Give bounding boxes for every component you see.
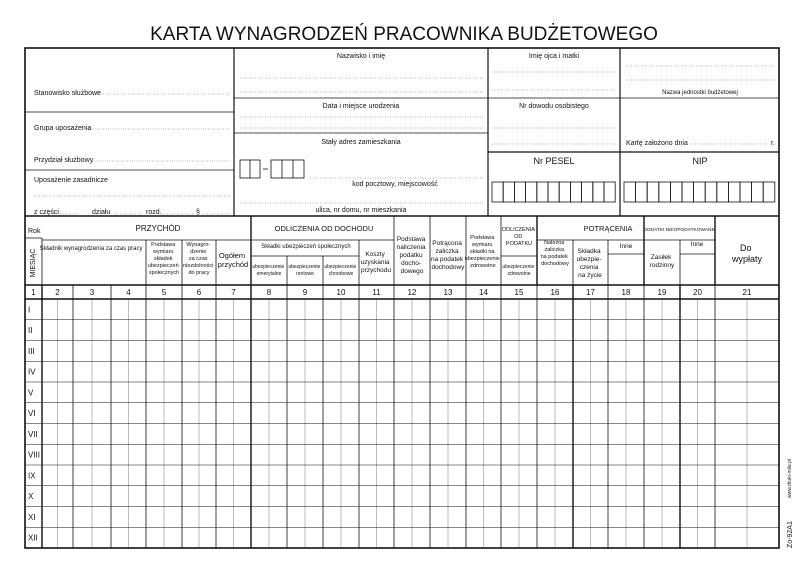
label-przydzial: Przydział służbowy bbox=[34, 157, 94, 164]
month-label: IX bbox=[28, 471, 36, 481]
label-adres: Stały adres zamieszkania bbox=[321, 139, 401, 146]
label-ogolem-przychod: Ogółem przychód bbox=[217, 251, 249, 269]
label-odliczenia: ODLICZENIA OD DOCHODU bbox=[274, 224, 374, 233]
label-zdrowotne: ubezpieczenie zdrowotne bbox=[502, 264, 535, 277]
label-potracona-zaliczka: Potrącona zaliczka na podatek dochodowy bbox=[431, 240, 465, 271]
nip-digit-box[interactable] bbox=[705, 182, 717, 202]
column-number: 16 bbox=[550, 288, 560, 297]
column-number: 14 bbox=[479, 288, 488, 297]
pesel-digit-box[interactable] bbox=[492, 182, 503, 202]
nip-digit-box[interactable] bbox=[647, 182, 659, 202]
label-emerytalne: ubezpieczenie emerytalne bbox=[252, 264, 285, 277]
header-labels bbox=[34, 53, 775, 216]
pesel-digit-box[interactable] bbox=[514, 182, 525, 202]
label-karta-zalozono: Kartę założono dnia bbox=[626, 140, 688, 147]
label-do-wyplaty: Do wypłaty bbox=[731, 243, 763, 264]
label-nip: NIP bbox=[692, 156, 708, 166]
side-code: Zo-92A1 bbox=[787, 521, 794, 548]
label-wynagrodzenie-niezdolnosc: Wynagro- dzenie za czas niezdolności do pracy bbox=[183, 242, 214, 276]
label-stanowisko: Stanowisko służbowe bbox=[34, 90, 101, 97]
label-jednostka: Nazwa jednostki budżetowej bbox=[662, 90, 738, 96]
column-number: 20 bbox=[693, 288, 702, 297]
label-inne-potracenia: Inne bbox=[619, 243, 633, 250]
nip-digit-box[interactable] bbox=[752, 182, 764, 202]
pesel-digit-box[interactable] bbox=[559, 182, 570, 202]
month-label: VI bbox=[28, 409, 36, 419]
label-rok: Rok bbox=[28, 228, 41, 235]
column-number: 21 bbox=[742, 288, 752, 297]
month-label: X bbox=[28, 492, 34, 502]
nip-digit-box[interactable] bbox=[740, 182, 752, 202]
column-number: 4 bbox=[126, 288, 131, 297]
label-nazwisko: Nazwisko i imię bbox=[336, 53, 386, 60]
label-miesiac: MIESIĄC bbox=[30, 248, 37, 278]
label-rentowe: ubezpieczenie rentowe bbox=[288, 264, 321, 277]
label-przychod: PRZYCHÓD bbox=[135, 224, 181, 233]
label-nalezna-zaliczka: Należna zaliczka na podatek dochodowy bbox=[540, 240, 569, 267]
month-label: V bbox=[28, 388, 34, 398]
table-header-labels bbox=[28, 224, 763, 279]
form-title: KARTA WYNAGRODZEŃ PRACOWNIKA BUDŻETOWEGO bbox=[150, 24, 658, 45]
column-number: 9 bbox=[302, 288, 308, 297]
label-inne-dodatki: Inne bbox=[690, 241, 704, 248]
column-number: 10 bbox=[336, 288, 346, 297]
column-number: 19 bbox=[657, 288, 667, 297]
pesel-digit-box[interactable] bbox=[570, 182, 581, 202]
column-number: 15 bbox=[514, 288, 524, 297]
pesel-digit-box[interactable] bbox=[537, 182, 548, 202]
column-number: 6 bbox=[196, 288, 202, 297]
label-pesel: Nr PESEL bbox=[533, 156, 575, 166]
nip-digit-box[interactable] bbox=[763, 182, 775, 202]
nip-digit-box[interactable] bbox=[682, 182, 694, 202]
month-labels bbox=[28, 305, 40, 542]
label-paragraf: § bbox=[196, 209, 200, 216]
label-z-czesci: z części bbox=[34, 209, 59, 216]
month-label: II bbox=[28, 326, 33, 336]
label-data-urodzenia: Data i miejsce urodzenia bbox=[322, 103, 400, 110]
label-odliczenia-od-podatku: ODLICZENIA OD PODATKU bbox=[501, 227, 535, 247]
label-nr-dowodu: Nr dowodu osobistego bbox=[519, 103, 589, 110]
column-number: 12 bbox=[407, 288, 417, 297]
nip-boxes bbox=[624, 182, 775, 202]
nip-digit-box[interactable] bbox=[624, 182, 636, 202]
column-number: 2 bbox=[55, 288, 60, 297]
month-label: I bbox=[28, 305, 31, 315]
column-number: 13 bbox=[443, 288, 453, 297]
pesel-boxes bbox=[492, 182, 615, 202]
nip-digit-box[interactable] bbox=[636, 182, 648, 202]
column-number: 18 bbox=[621, 288, 631, 297]
month-label: III bbox=[28, 346, 35, 356]
label-podstawa-wymiaru: Podstawa wymiaru składek ubezpieczeń społecznych bbox=[147, 242, 180, 276]
month-label: XI bbox=[28, 512, 36, 522]
label-imie-ojca: Imię ojca i matki bbox=[528, 53, 580, 60]
column-number: 17 bbox=[586, 288, 595, 297]
label-chorobowe: ubezpieczenie chorobowe bbox=[324, 264, 357, 277]
column-number: 7 bbox=[231, 288, 236, 297]
label-grupa: Grupa uposażenia bbox=[34, 125, 92, 132]
pesel-digit-box[interactable] bbox=[593, 182, 604, 202]
pesel-digit-box[interactable] bbox=[503, 182, 514, 202]
pesel-digit-box[interactable] bbox=[582, 182, 593, 202]
label-dzialu: działu bbox=[92, 209, 111, 216]
month-label: VII bbox=[28, 429, 38, 439]
label-podstawa-zdrowotne: Podstawa wymiaru składki na ubezpieczenie zdrowotne bbox=[464, 235, 500, 269]
nip-digit-box[interactable] bbox=[659, 182, 671, 202]
column-number: 1 bbox=[31, 288, 36, 297]
label-koszty: Koszty uzyskania przychodu bbox=[360, 251, 391, 274]
side-url: www.druki-mila.pl bbox=[787, 459, 793, 498]
month-label: IV bbox=[28, 367, 36, 377]
label-kod: kod pocztowy, miejscowość bbox=[352, 181, 438, 188]
nip-digit-box[interactable] bbox=[670, 182, 682, 202]
pesel-digit-box[interactable] bbox=[604, 182, 615, 202]
label-uposazenie: Uposażenie zasadnicze bbox=[34, 177, 108, 184]
header-grid bbox=[25, 48, 779, 548]
column-number: 8 bbox=[266, 288, 272, 297]
month-label: VIII bbox=[28, 450, 41, 460]
label-potracenia: POTRĄCENIA bbox=[583, 224, 633, 233]
label-skladka-zycie: Składka ubezpie- czenia na życie bbox=[576, 248, 602, 279]
label-rozd: rozd. bbox=[146, 209, 162, 216]
label-skladnik: Składnik wynagrodzenia za czas pracy bbox=[39, 246, 143, 252]
label-ulica: ulica, nr domu, nr mieszkania bbox=[315, 207, 407, 214]
label-karta-r: r. bbox=[771, 140, 775, 147]
label-zasilek: Zasiłek rodzinny bbox=[649, 254, 675, 269]
nip-digit-box[interactable] bbox=[728, 182, 740, 202]
nip-digit-box[interactable] bbox=[694, 182, 706, 202]
label-dodatki: DODATKI NIEOPODATKOWANE bbox=[643, 228, 715, 233]
nip-digit-box[interactable] bbox=[717, 182, 729, 202]
postcode-boxes bbox=[240, 160, 304, 178]
label-skladki-spoleczne: Składki ubezpieczeń społecznych bbox=[261, 244, 351, 250]
label-podstawa-naliczenia: Podstawa naliczenia podatku docho- dowego bbox=[396, 236, 426, 275]
column-number: 5 bbox=[161, 288, 167, 297]
pesel-digit-box[interactable] bbox=[526, 182, 537, 202]
column-number: 3 bbox=[89, 288, 95, 297]
pesel-digit-box[interactable] bbox=[548, 182, 559, 202]
month-label: XII bbox=[28, 533, 38, 543]
column-number: 11 bbox=[372, 288, 381, 297]
